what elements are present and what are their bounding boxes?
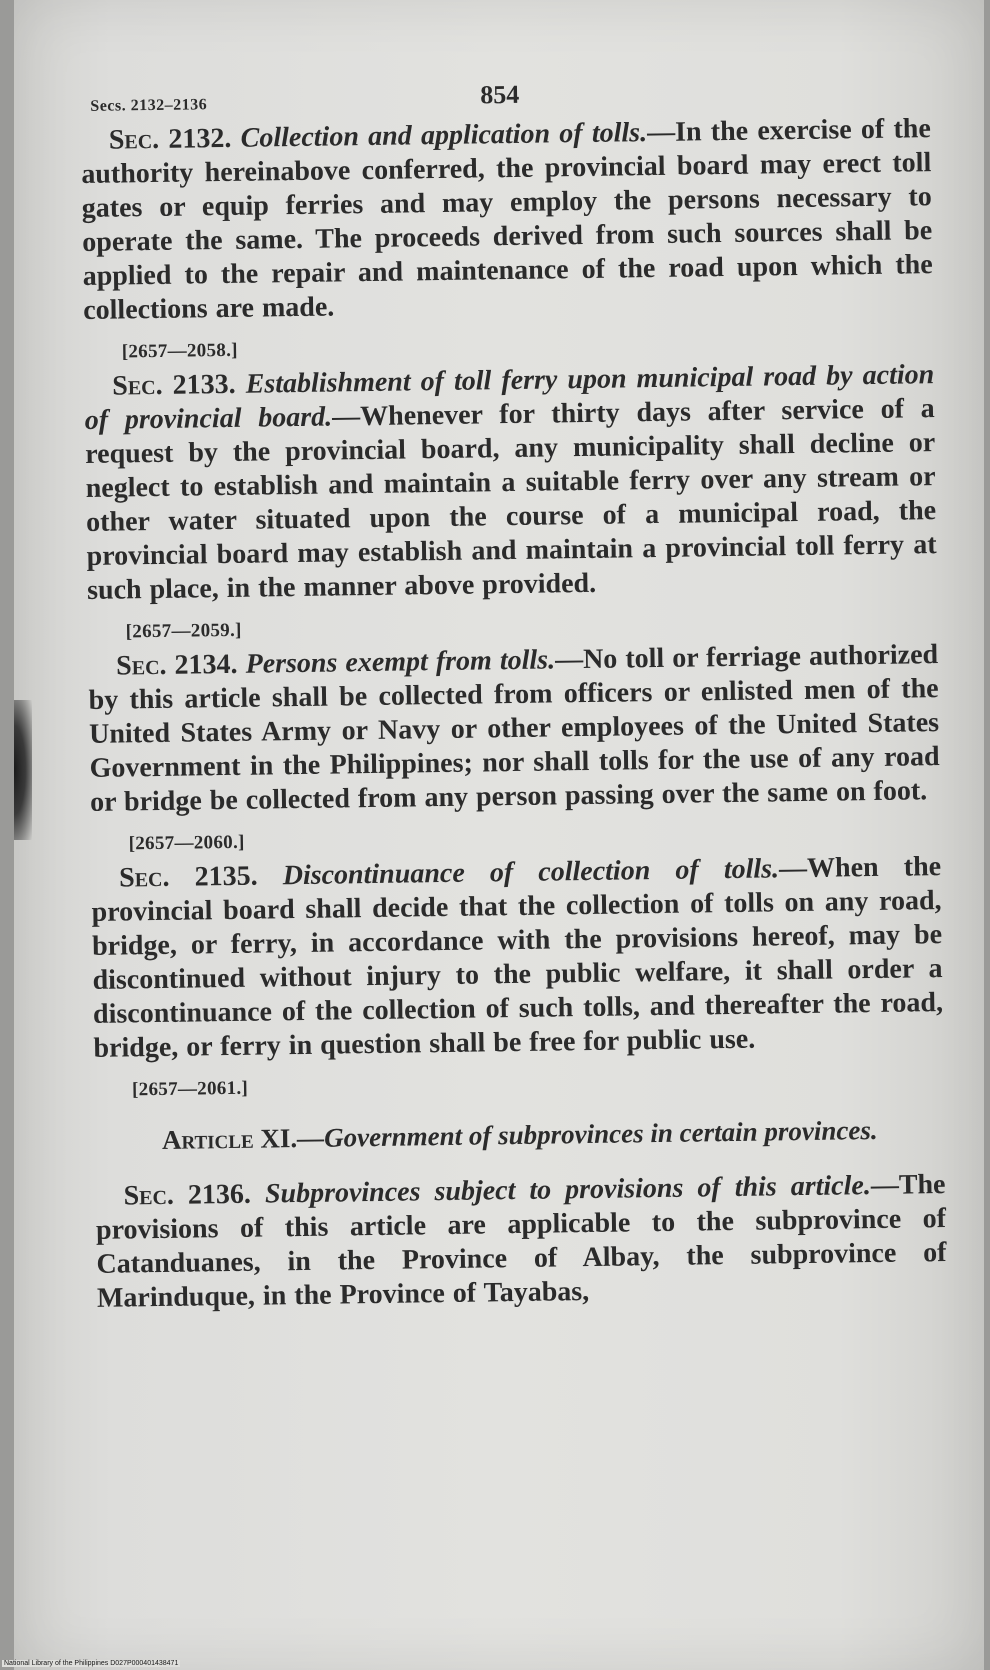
section-body: —Whenever for thirty days after service of a request by the provincial board, any municipality shall decline or neglect to establish and maintain a suitable ferry over any stream or other water situated upon the course of a municipal road, the provincial board may establish and maintain a provincial toll ferry at such place, in the manner above provided. [85, 393, 937, 606]
section-body: —When the provincial board shall decide that the collection of tolls on any road, bridge, or ferry, in accordance with the provisions hereof, may be discontinued without injury to the public welfare, it shall order a discontinuance of the collection of such tolls, and thereafter the road, bridge, or ferry in question shall be free for public use. [91, 851, 944, 1064]
section-label: Sec. 2136. [123, 1178, 252, 1212]
citation: [2657—2059.] [125, 619, 242, 643]
book-page [14, 0, 984, 1670]
section-label: Sec. 2134. [115, 648, 238, 682]
section-body: —No toll or ferriage authorized by this article shall be collected from officers or enlisted men of the United States Army or Navy or other employees of the United States Government in the Philippines; nor shall tolls for the use of any road or bridge be collected from any person passing over the same on foot. [88, 639, 940, 818]
section-title: Collection and application of tolls. [240, 117, 648, 154]
scan-credit: National Library of the Philippines D027P000401438471 [4, 1660, 179, 1667]
section-title: Persons exempt from tolls. [245, 644, 556, 680]
article-title: —Government of subprovinces in certain provinces. [296, 1114, 878, 1154]
section-body: —In the exercise of the authority hereinabove conferred, the provincial board may erect toll gates or equip ferries and may employ the persons necessary to operate the same. The proceeds derived from such sources shall be applied to the repair and maintenance of the road upon which the collections are made. [81, 113, 933, 326]
section-2132 [81, 112, 934, 328]
section-2136 [95, 1168, 947, 1316]
article-heading [95, 1112, 945, 1158]
section-body: —The provisions of this article are applicable to the subprovince of Catanduanes, in the Province of Albay, the subprovince of Marinduque, in the Province of Tayabas, [95, 1169, 947, 1314]
citation: [2657—2060.] [128, 831, 245, 855]
section-2133 [84, 358, 937, 608]
section-label: Sec. 2133. [112, 368, 236, 402]
page-content [80, 68, 947, 1316]
citation: [2657—2058.] [121, 339, 238, 363]
section-title: Establishment of toll ferry upon municipal road by action of provincial board. [84, 359, 935, 436]
page-number: 854 [480, 79, 520, 110]
citation: [2657—2061.] [131, 1077, 249, 1101]
section-2134 [88, 638, 940, 820]
binding-shadow [14, 700, 32, 840]
running-head: Secs. 2132–2136 [90, 96, 208, 115]
section-title: Discontinuance of collection of tolls. [282, 853, 780, 892]
article-label: Article XI. [161, 1123, 298, 1155]
section-2135 [91, 850, 944, 1066]
section-label: Sec. 2135. [118, 860, 258, 894]
section-label: Sec. 2132. [108, 122, 232, 156]
section-title: Subprovinces subject to provisions of this article. [264, 1170, 872, 1210]
